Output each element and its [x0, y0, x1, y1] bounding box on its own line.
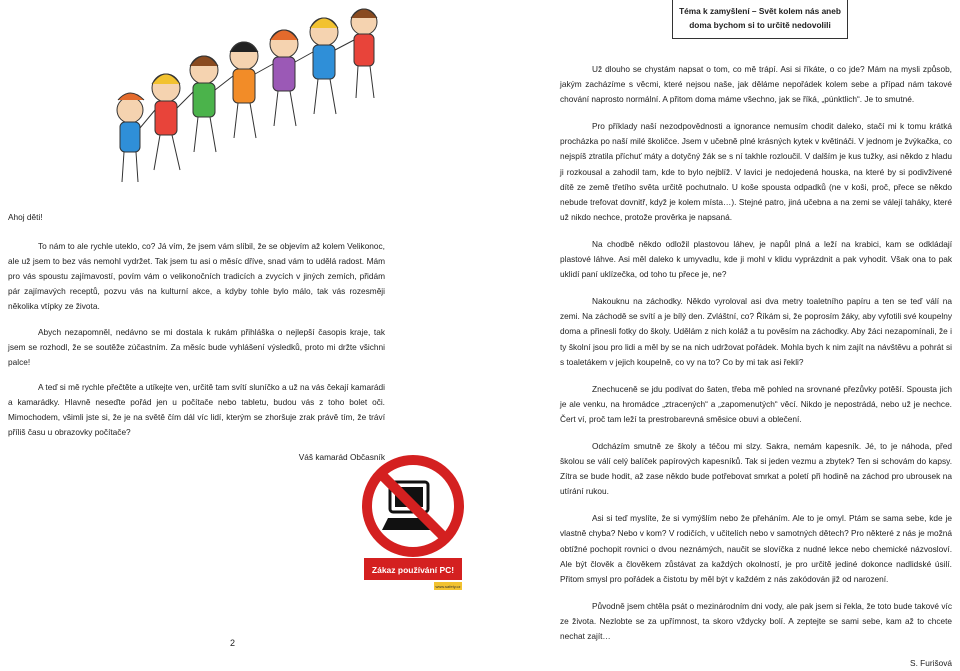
left-signature: Váš kamarád Občasník — [298, 452, 385, 463]
left-paragraph-2: Abych nezapomněl, nedávno se mi dostala k rukám přihláška o nejlepší časopis kraje, tak jsem se rozhodl, že se soutěže zúčastním. Za měsíc bude vyhlášení výsledků, proto mi držte všichni palce! — [8, 326, 385, 367]
topic-header-line-2: doma bychom si to určitě nedovolili — [689, 20, 831, 30]
left-paragraph-1: To nám to ale rychle uteklo, co? Já vím, že jsem vám slíbil, že se objevím až kolem Velikonoc, ale už jsem to bez vás nemohl vydržet. Tak jsem tu asi o měsíc dříve, snad vám to udělá radost. Mám pro vás spoustu zajímavostí, povím vám o velikonočních tradicích a zvycích v jiných zemích, přidám pár zajímavých receptů, pozvu vás na kulturní akce, a kdyby tohle bylo málo, tak vás rozesměji několika vtípky ze života. — [8, 241, 385, 312]
no-pc-source-label: www.safety.cz — [435, 584, 461, 589]
greeting: Ahoj děti! — [8, 212, 43, 222]
right-paragraph-3: Na chodbě někdo odložil plastovou láhev, je napůl plná a leží na krabici, kam se odkládají plastové láhve. Asi měl daleko k umyvadlu, kde ji mohl v klidu vyprázdnit a pak vyhodit. Však ona to pak uklidí paní uklízečka, od toho tu přece je, ne? — [560, 238, 952, 280]
right-paragraph-7: Asi si teď myslíte, že si vymýšlím nebo že přeháním. Ale to je omyl. Ptám se sama sebe, kde je vlastně chyba? Nebo v kom? V rodičích, v učitelích nebo v samotných dětech? Pro některé z nás je možná obtížné pochopit rovnici o dvou neznámých, naučit se slovíčka z nudné lekce nebo chemické názvosloví. Ale být člověk a člověkem zůstávat za každých okolností, je pro určitě jediné dokonce nadlidské úsilí. Přitom smysl pro pořádek a čistotu by měl být v každém z nás zakódován již od narození. — [560, 513, 953, 584]
left-paragraph-3: A teď si mě rychle přečtěte a utíkejte ven, určitě tam svítí sluníčko a už na vás čekají kamarádi a kamarádky. Hlavně neseďte pořád jen u počítače nebo tabletu, budou vás z toho bolet oči. Mimochodem, všimli jste si, že je na světě čím dál víc lidí, kterým se zhoršuje zrak právě tím, že tráví příliš času u obrazovky počítače? — [8, 381, 385, 438]
right-paragraph-8: Původně jsem chtěla psát o mezinárodním dni vody, ale pak jsem si řekla, že toto bude takové víc ze života. Nezlobte se za upřímnost, ta skoro vždycky bolí. A zeptejte se sami sebe, kam až to chcete nechat zajít… — [560, 600, 952, 641]
right-paragraph-6: Odcházím smutně ze školy a téčou mi slzy. Sakra, nemám kapesník. Jé, to je náhoda, před školou se válí celý balíček papírových kapesníků. Tak si jeden vezmu a zbytek? Ten si schovám do kapsy. Zítra se bude hodit, až zase někdo bude potřebovat smrkat a poletí při hodině na záchod pro ubrousek na utírání rukou. — [560, 440, 952, 497]
right-paragraph-4: Nakouknu na záchodky. Někdo vyroloval asi dva metry toaletního papíru a ten se teď válí na zemi. Na záchodě se svítí a je bílý den. Zvláštní, co? Říkám si, že poprosím žáky, aby vyfotili své koupelny doma a přinesli fotky do školy. Udělám z nich koláž a tu pověsím na záchodky. Aby žáci nezapomínali, že i ty školní jsou pro lidi a měl by se na nich udržovat pořádek. Mohla bych k nim zajít na návštěvu a pohrát si s toaletákem v jejich koupelně, co vy na to? Co by mi tak asi řekli? — [560, 296, 952, 367]
right-paragraph-5: Znechuceně se jdu podívat do šaten, třeba mě pohled na srovnané přezůvky potěší. Spousta jich je ale venku, na hromádce „ztracených“ a „zapomenutých“ věcí. Nikdo je nepostrádá, nebo už je nechce. Čert ví, proč tam leží ta prestrobarevná směsice obuvi a oblečení. — [560, 383, 952, 424]
right-paragraph-2: Pro příklady naší nezodpovědnosti a ignorance nemusím chodit daleko, stačí mi k tomu krátká procházka po naší milé školičce. Jsem v učebně plné krásných kytek v květináči. V jednom je žvýkačka, co nejspíš ztratila příchuť máty a dotyčný žák se s ní takhle rozloučil. V dalším je kus tužky, asi někdo z hladu ji rozkousal a zahodil tam, kde to bylo nejblíž. V lavici je nedojedená houska, na které by si podivživené dítě ze země třetího světa určitě pochutnalo. U koše spousta odpadků (ne v koši, proč, přece se někdo nebude trefovat dovnitř, když je kolem místa…). Stejné patro, jiná učebna a na zemi se válejí taháky, které už nikdo nechce, protože prověrka je napsaná. — [560, 121, 952, 222]
right-column — [560, 62, 952, 671]
right-signature: S. Furišová — [910, 658, 952, 669]
topic-header-line-1: Téma k zamyšlení – Svět kolem nás aneb — [679, 6, 841, 16]
page-number: 2 — [230, 638, 236, 648]
no-pc-sign-image — [358, 450, 468, 592]
right-paragraph-1: Už dlouho se chystám napsat o tom, co mě trápí. Asi si říkáte, o co jde? Mám na mysli způsob, jakým zacházíme s věcmi, které nejsou naše, jak děláme nepořádek kolem sebe a případ nám takové chování naprosto normální. A přitom doma máme všechno, jak se říká, „púnktlich“. Je to smutné. — [560, 64, 952, 105]
topic-header-box — [672, 0, 848, 39]
left-column — [8, 210, 385, 465]
no-pc-caption: Zákaz používání PC! — [371, 565, 455, 575]
children-holding-hands-image — [108, 0, 392, 200]
